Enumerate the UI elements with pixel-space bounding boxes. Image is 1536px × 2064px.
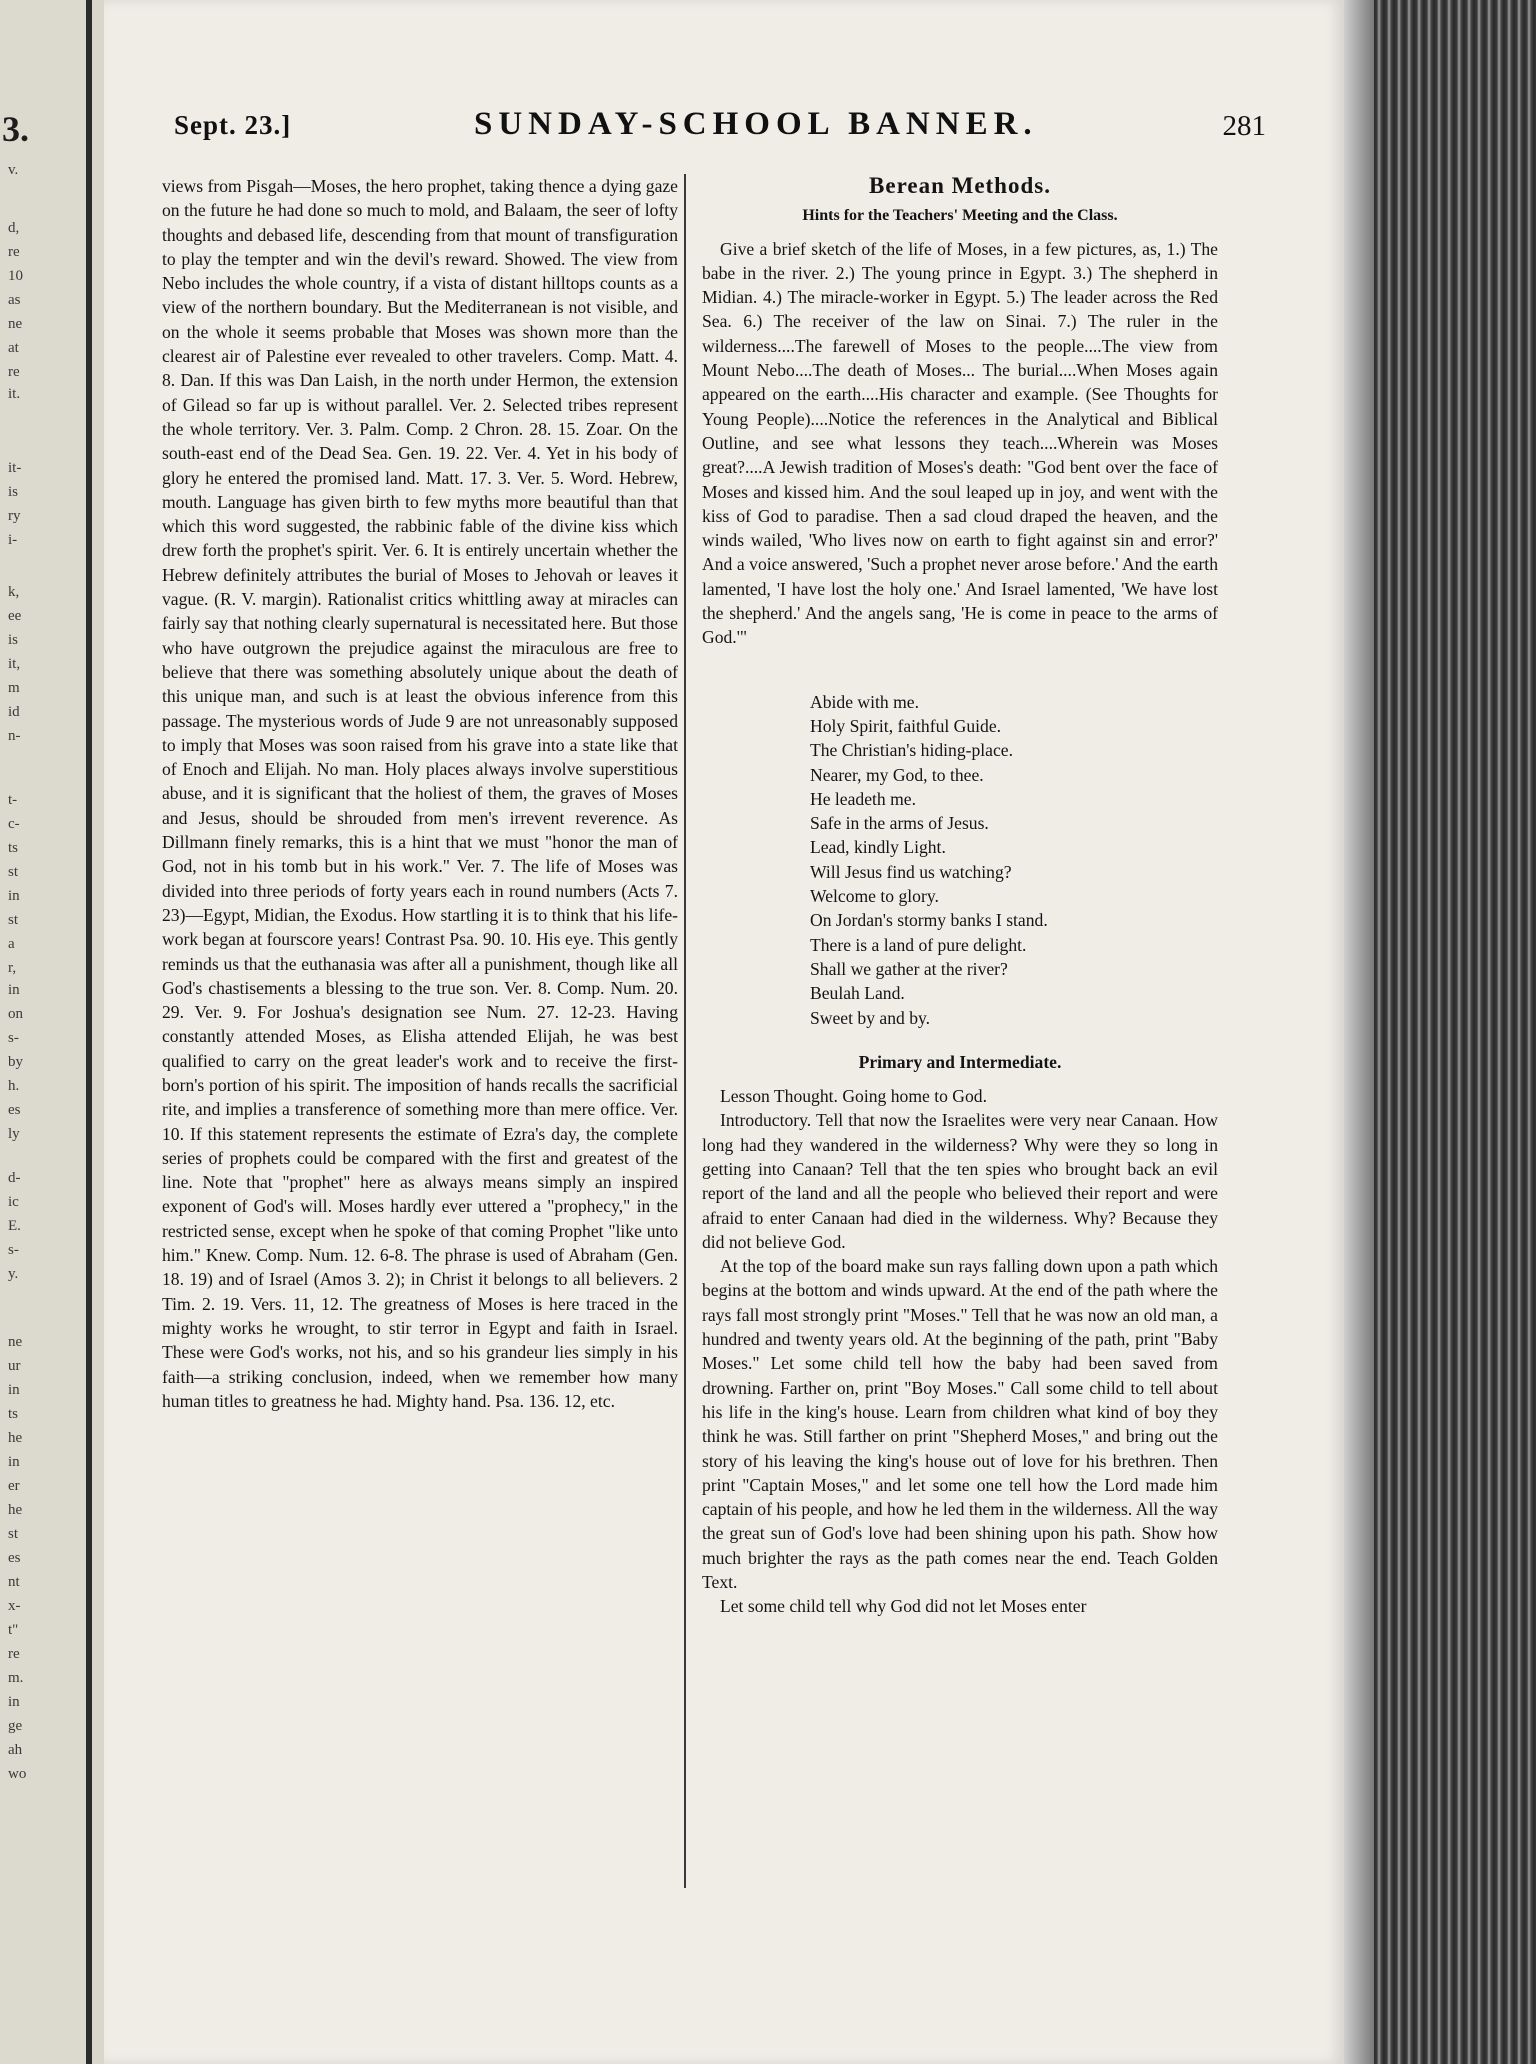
hymn-item: The Christian's hiding-place. [810,740,1014,761]
adjacent-page-fragment: is [8,632,19,648]
adjacent-page-fragment: s- [8,1030,19,1046]
adjacent-page-fragment: t- [8,792,18,808]
adjacent-page-fragment: i- [8,532,18,548]
adjacent-page-fragment: ne [8,1334,23,1350]
adjacent-page-fragment: 10 [8,268,23,284]
hymn-item: Beulah Land. [810,983,905,1004]
hymn-list [810,690,1218,1030]
hymn-item: Safe in the arms of Jesus. [810,813,989,834]
adjacent-page-fragment: st [8,912,19,928]
hymn-item: Welcome to glory. [810,886,939,907]
adjacent-page-fragment: m [8,680,20,696]
last-line: Let some child tell why God did not let Moses enter [720,1596,1087,1617]
adjacent-page-fragment: by [8,1054,23,1070]
adjacent-page-fragment: er [8,1478,20,1494]
adjacent-page-fragment: ts [8,840,19,856]
section-title: Berean Methods. [869,173,1051,198]
adjacent-page-fragment: he [8,1502,23,1518]
adjacent-page-fragment: st [8,864,19,880]
adjacent-page-fragment: ne [8,316,23,332]
section-subtitle: Hints for the Teachers' Meeting and the Class. [802,207,1118,225]
adjacent-page-fragment: as [8,292,21,308]
header-date: Sept. 23.] [174,110,292,140]
adjacent-page-fragment: nt [8,1574,20,1590]
adjacent-page-fragment: ly [8,1126,20,1142]
page-stack-edge [1344,0,1536,2064]
adjacent-page-fragment: at [8,340,19,356]
adjacent-page-fragment: d, [8,220,20,236]
adjacent-page-fragment: t" [8,1622,19,1638]
adjacent-page-fragment: r, [8,960,17,976]
adjacent-page-fragment: re [8,1646,20,1662]
commentary-paragraph: views from Pisgah—Moses, the hero prophet, taking thence a dying gaze on the future he had done so much to mold, and Balaam, the seer of lofty thoughts and debased life, descending from that mount of transfiguration to play the tempter and win the devil's reward. Showed. The view from Nebo includes the whole country, if a vista of distant hilltops counts as a view of the northern boundary. But the Mediterranean is not visible, and on the whole it seems probable that Moses was shown more than the clearest air of Palestine ever revealed to other travelers. Comp. Matt. 4. 8. Dan. If this was Dan Laish, in the north under Hermon, the extension of Gilead so far up is without parallel. Ver. 2. Selected tribes represent the whole territory. Ver. 3. Palm. Comp. 2 Chron. 28. 15. Zoar. On the south-east end of the Dead Sea. Gen. 19. 22. Ver. 4. Yet in his body of glory he entered the promised land. Matt. 17. 3. Ver. 5. Word. Hebrew, mouth. Language has given birth to few myths more beautiful than that which this word suggested, the rabbinic fable of the divine kiss which drew forth the prophet's spirit. Ver. 6. It is entirely uncertain whether the Hebrew definitely attributes the burial of Moses to Jehovah or leaves it vague. (R. V. margin). Rationalist critics whittling away at miracles can fairly say that nothing clearly supernatural is necessitated here. But those who have outgrown the prejudice against the miraculous are free to believe that there was something absolutely unique about the death of this unique man, and such is at least the obvious inference from this passage. The mysterious words of Jude 9 are not unreasonably supposed to imply that Moses was soon raised from his grave into a state like that of Enoch and Elijah. No man. Holy places always involve superstitious abuse, and it is significant that the holiest of them, the graves of Moses and Jesus, should be shrouded from men's irrevent reverence. As Dillmann finely remarks, this is a hint that we must "honor the man of God, not in his tomb but in his work." Ver. 7. The life of Moses was divided into three periods of forty years each in round numbers (Acts 7. 23)—Egypt, Midian, the Exodus. How startling it is to think that his life-work began at fourscore years! Contrast Psa. 90. 10. His eye. This gently reminds us that the euthanasia was after all a punishment, though like all God's chastisements a blessing to the true son. Ver. 8. Comp. Num. 20. 29. Ver. 9. For Joshua's designation see Num. 27. 12-23. Having constantly attended Moses, as Elisha attended Elijah, he was best qualified to carry on the great leader's work and to receive the first-born's portion of his spirit. The imposition of hands recalls the sacrificial rite, and implies a transference of something more than mere office. Ver. 10. If this statement represents the estimate of Ezra's day, the complete series of prophets could be compared with the first and greatest of the line. Note that "prophet" here as always means simply an inspired exponent of God's will. Moses hardly ever uttered a "prophecy," in the restricted sense, except when he spoke of that coming Prophet "like unto him." Knew. Comp. Num. 12. 6-8. The phrase is used of Abraham (Gen. 18. 19) and of Israel (Amos 3. 2); in Christ it belongs to all believers. 2 Tim. 2. 19. Vers. 11, 12. The greatness of Moses is here traced in the mighty works he wrought, to stir terror in Egypt and faith in Israel. These were God's works, not his, and so his grandeur lies simply in his faith—a striking conclusion, indeed, when we remember how many human titles to greatness he had. Mighty hand. Psa. 136. 12, etc. [162,176,678,1411]
adjacent-page-fragment: x- [8,1598,21,1614]
adjacent-page-fragment: it. [8,386,21,402]
adjacent-page-fragment: ur [8,1358,21,1374]
hymn-item: Will Jesus find us watching? [810,861,1012,882]
board-paragraph: At the top of the board make sun rays falling down upon a path which begins at the bottom and winds upward. At the end of the path where the rays fall most strongly print "Moses." Tell that he was now an old man, a hundred and twenty years old. At the beginning of the path, print "Baby Moses." Let some child tell how the baby had been saved from drowning. Farther on, print "Boy Moses." Call some child to tell about his life in the king's house. Learn from children what kind of boy they think he was. Still farther on print "Shepherd Moses," and bring out the story of his leaving the king's house out of love for his brethren. Then print "Captain Moses," and let some one tell how the Lord made him captain of his people, and how he led them in the wilderness. All the way the great sun of God's love had been shining upon his path. Show how much brighter the rays as the path comes near the end. Teach Golden Text. [702,1256,1218,1593]
adjacent-page-fragment: ic [8,1194,19,1210]
primary-title: Primary and Intermediate. [858,1051,1062,1072]
adjacent-page-fragment: es [8,1550,21,1566]
right-column [702,174,1218,1619]
adjacent-page-fragment: ry [8,508,21,524]
adjacent-page-fragment: es [8,1102,21,1118]
adjacent-page-fragment: id [8,704,20,720]
adjacent-page-fragment: he [8,1430,23,1446]
introductory-paragraph: Introductory. Tell that now the Israelites were very near Canaan. How long had they wandered in the wilderness? Why were they so long in getting into Canaan? Tell that the ten spies who brought back an evil report of the land and all the people who believed their report and were afraid to enter Canaan had died in the wilderness. Why? Because they did not believe God. [702,1110,1218,1252]
adjacent-page-fragment: it- [8,460,22,476]
adjacent-page-fragment: re [8,244,20,260]
page-edge-highlight [1344,0,1374,2064]
hymn-item: Lead, kindly Light. [810,837,946,858]
hymn-item: Sweet by and by. [810,1007,931,1028]
adjacent-page-fragment: in [8,1382,20,1398]
adjacent-page-fragment: in [8,982,20,998]
adjacent-page-fragment: ee [8,608,22,624]
adjacent-page-fragment: E. [8,1218,21,1234]
adjacent-page-fragment: in [8,888,20,904]
adjacent-page-fragment: in [8,1694,20,1710]
adjacent-page-fragment: c- [8,816,20,832]
adjacent-page-fragment: v. [8,162,19,178]
adjacent-page-fragment: it, [8,656,21,672]
page-header [164,100,1276,152]
adjacent-page-fragment: on [8,1006,23,1022]
adjacent-page-fragment: re [8,364,20,380]
book-page [104,0,1344,2064]
hymn-item: There is a land of pure delight. [810,934,1027,955]
adjacent-page-fragment: y. [8,1266,19,1282]
adjacent-page-fragment: ge [8,1718,23,1734]
left-column [162,174,678,1413]
adjacent-page-fragment: a [8,936,15,952]
adjacent-page-fragment: wo [8,1766,27,1782]
adjacent-page-fragment: s- [8,1242,19,1258]
hymn-item: Holy Spirit, faithful Guide. [810,715,1002,736]
lesson-thought: Lesson Thought. Going home to God. [720,1086,987,1107]
header-title: SUNDAY-SCHOOL BANNER. [474,106,1038,142]
hymn-item: Abide with me. [810,691,919,712]
adjacent-page-fragment: n- [8,728,21,744]
adjacent-page-fragment: h. [8,1078,20,1094]
methods-paragraph: Give a brief sketch of the life of Moses, in a few pictures, as, 1.) The babe in the river. 2.) The young prince in Egypt. 3.) The shepherd in Midian. 4.) The miracle-worker in Egypt. 5.) The leader across the Red Sea. 6.) The receiver of the law on Sinai. 7.) The ruler in the wilderness....The farewell of Moses to the people....The view from Mount Nebo....The death of Moses... The burial....When Moses again appeared on the earth....His character and example. (See Thoughts for Young People)....Notice the references in the Analytical and Biblical Outline, and see what lessons they teach....Wherein was Moses great?....A Jewish tradition of Moses's death: "God bent over the face of Moses and kissed him. And the soul leaped up in joy, and went with the kiss of God to paradise. Then a sad cloud draped the heaven, and the winds wailed, 'Who lives now on earth to fight against sin and error?' And a voice answered, 'Such a prophet never arose before.' And the earth lamented, 'I have lost the holy one.' And Israel lamented, 'We have lost the shepherd.' And the angels sang, 'He is come in peace to the arms of God.'" [702,238,1218,648]
adjacent-page-fragment: k, [8,584,20,600]
page-number: 281 [1222,110,1266,142]
adjacent-page-fragment: is [8,484,19,500]
adjacent-page-sliver [0,0,92,2064]
adjacent-page-fragment: d- [8,1170,21,1186]
column-divider [684,174,686,1888]
adjacent-page-fragment: st [8,1526,19,1542]
adjacent-page-number: 3. [2,109,29,149]
hymn-item: Nearer, my God, to thee. [810,764,984,785]
hymn-item: Shall we gather at the river? [810,958,1008,979]
adjacent-page-fragment: m. [8,1670,24,1686]
adjacent-page-fragment: ts [8,1406,19,1422]
adjacent-page-fragment: in [8,1454,20,1470]
hymn-item: On Jordan's stormy banks I stand. [810,910,1048,931]
hymn-item: He leadeth me. [810,788,917,809]
adjacent-page-fragment: ah [8,1742,23,1758]
